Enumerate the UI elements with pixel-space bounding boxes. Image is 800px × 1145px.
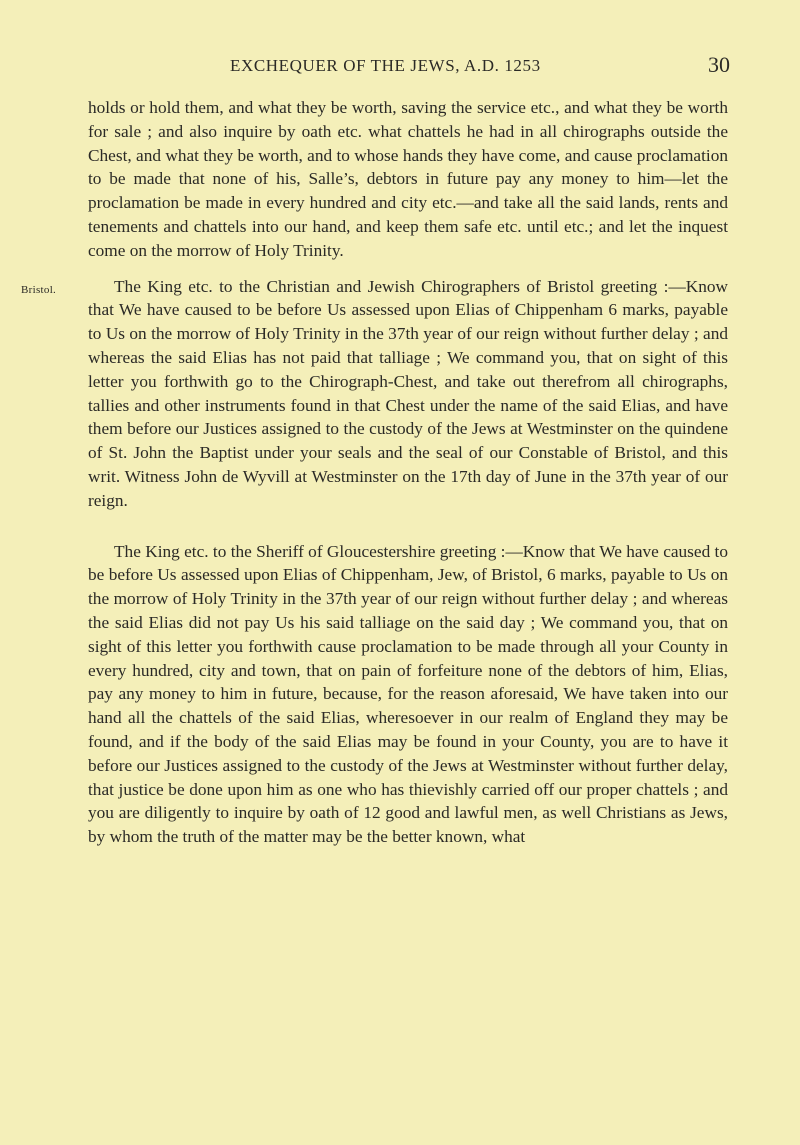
- paragraph-continuation: holds or hold them, and what they be worth, saving the service etc., and what they be worth for sale ; and also inquire by oath etc. what chattels he had in all chirographs outside the Chest, and what they be worth, and to whose hands they have come, and cause proclamation to be made that none of his, Salle’s, debtors in future pay any money to him—let the proclamation be made in every hundred and city etc.—and take all the said lands, rents and tenements and chattels into our hand, and keep them safe etc. until etc.; and let the inquest come on the morrow of Holy Trinity.: [88, 98, 728, 260]
- page-header: [230, 52, 730, 86]
- running-head: EXCHEQUER OF THE JEWS, A.D. 1253: [230, 56, 541, 75]
- margin-note-bristol: Bristol.: [21, 283, 57, 296]
- page-number: 30: [708, 52, 730, 77]
- paragraph-bristol-writ: [21, 275, 728, 513]
- paragraph-sheriff-writ: The King etc. to the Sheriff of Gloucestershire greeting :—Know that We have caused to be before Us assessed upon Elias of Chippenham, Jew, of Bristol, 6 marks, payable to Us on the morrow of Holy Trinity in the 37th year of our reign without further delay ; and whereas the said Elias did not pay Us his said talliage on the said day ; We command you, that on sight of this letter you forthwith cause proclamation to be made through all your County in every hundred, city and town, that on pain of forfeiture none of the debtors of him, Elias, pay any money to him in future, because, for the reason aforesaid, We have taken into our hand all the chattels of the said Elias, wheresoever in our realm of England they may be found, and if the body of the said Elias may be found in your County, you are to have it before our Justices assigned to the custody of the Jews at Westminster without further delay, that justice be done upon him as one who has thievishly carried off our proper chattels ; and you are diligently to inquire by oath of 12 good and lawful men, as well Christians as Jews, by whom the truth of the matter may be the better known, what: [88, 541, 728, 847]
- paragraph-text: The King etc. to the Christian and Jewish Chirographers of Bristol greeting :—Know that We have caused to be before Us assessed upon Elias of Chippenham 6 marks, payable to Us on the morrow of Holy Trinity in the 37th year of our reign without further delay ; and whereas the said Elias has not paid that talliage ; We command you, that on sight of this letter you forthwith go to the Chirograph-Chest, and take out therefrom all chirographs, tallies and other instruments found in that Chest under the name of the said Elias, and have them before our Justices assigned to the custody of the Jews at Westminster on the quindene of St. John the Baptist under your seals and the seal of our Constable of Bristol, and this writ. Witness John de Wyvill at Westminster on the 17th day of June in the 37th year of our reign.: [88, 276, 728, 510]
- body-text: [21, 96, 728, 849]
